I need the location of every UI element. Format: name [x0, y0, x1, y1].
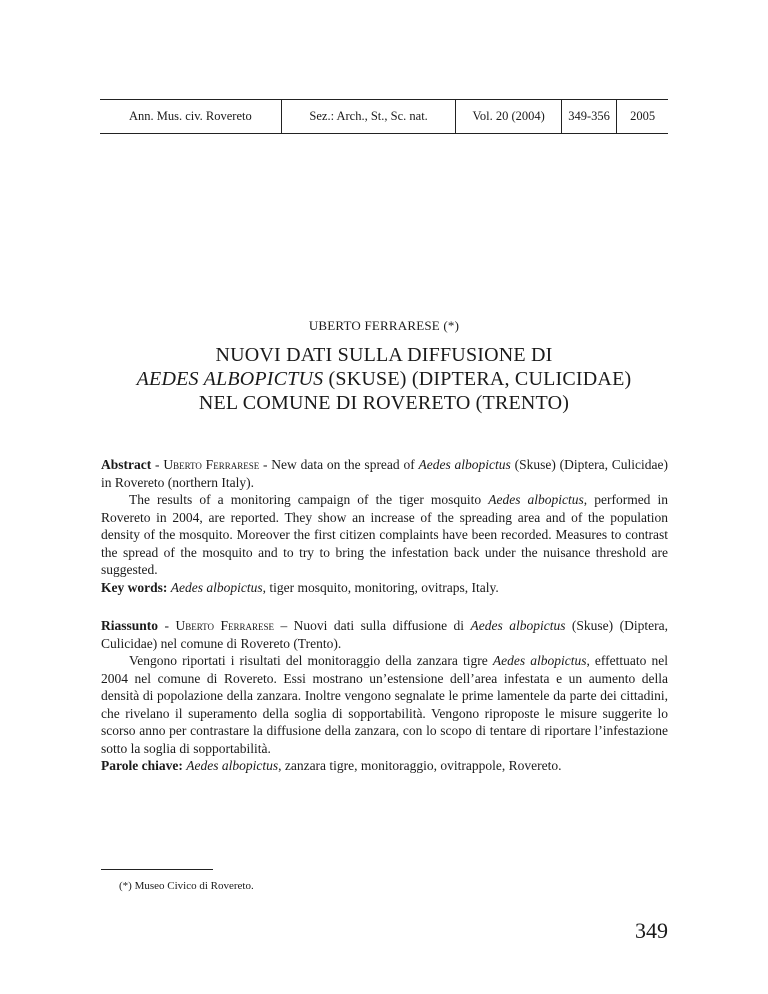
riassunto-label: Riassunto: [101, 618, 159, 633]
page-number: 349: [635, 918, 668, 943]
riassunto-body-b: , effettuato nel 2004 nel comune di Rovereto. Essi mostrano un’estensione dell’area infestata e un aumento della densità di popolazione della zanzara. Inoltre vengono segnalate le prime lamentele da parte dei cittadini, che rivelano il superamento della soglia di sopportabilità. Vengono riproposte le misure suggerite lo scorso anno per contrastare la diffusione della zanzara, con lo scopo di tentare di riportare l’infestazione sotto la soglia di sopportabilità.: [101, 653, 669, 756]
abstract-sep: -: [151, 457, 164, 472]
title-line-2-rest: (SKUSE) (DIPTERA, CULICIDAE): [323, 368, 632, 390]
paper-title: [0, 343, 768, 415]
abstract-section: [101, 456, 668, 596]
publication-year: 2005: [630, 109, 656, 123]
journal-name: Ann. Mus. civ. Rovereto: [100, 100, 282, 133]
footnote-rule: [101, 869, 213, 870]
riassunto-author: Uberto Ferrarese: [175, 618, 274, 633]
abstract-body: [101, 491, 668, 579]
journal-volume: Vol. 20 (2004): [456, 100, 561, 133]
keywords-rest: , tiger mosquito, monitoring, ovitraps, Italy.: [262, 579, 499, 595]
riassunto-sep: -: [158, 618, 176, 633]
abstract-author: Uberto Ferrarese: [163, 457, 260, 472]
riassunto-species: Aedes albopictus: [470, 618, 566, 633]
footnote: (*) Museo Civico di Rovereto.: [119, 880, 254, 892]
journal-section: Sez.: Arch., St., Sc. nat.: [282, 100, 457, 133]
parole-chiave-label: Parole chiave:: [101, 758, 183, 773]
riassunto-body-species: Aedes albopictus: [492, 653, 587, 668]
abstract-species: Aedes albopictus: [418, 457, 511, 472]
abstract-body-a: The results of a monitoring campaign of the tiger mosquito: [129, 492, 489, 507]
riassunto-body-a: Vengono riportati i risultati del monitoraggio della zanzara tigre: [129, 653, 493, 668]
abstract-intro-a: - New data on the spread of: [259, 457, 419, 472]
abstract-intro-b: (Skuse) (Diptera, Culicidae) in Rovereto (northern Italy).: [101, 457, 669, 490]
abstract-keywords: [101, 579, 668, 597]
riassunto-heading: [101, 617, 668, 652]
abstract-body-species: Aedes albopictus: [488, 492, 584, 507]
riassunto-section: [101, 617, 668, 775]
page-range: 349-356: [562, 100, 618, 133]
journal-header-table: [100, 99, 668, 134]
title-line-1: NUOVI DATI SULLA DIFFUSIONE DI: [215, 344, 553, 366]
parole-chiave-species: Aedes albopictus: [186, 758, 279, 773]
parole-chiave-rest: , zanzara tigre, monitoraggio, ovitrappole, Rovereto.: [278, 758, 562, 773]
riassunto-intro-b: (Skuse) (Diptera, Culicidae) nel comune di Rovereto (Trento).: [101, 618, 668, 651]
abstract-label: Abstract: [101, 457, 152, 472]
author-line: UBERTO FERRARESE (*): [308, 318, 460, 333]
title-species: AEDES ALBOPICTUS: [136, 368, 324, 390]
riassunto-intro-a: – Nuovi dati sulla diffusione di: [274, 618, 471, 633]
keywords-label: Key words:: [101, 579, 168, 595]
riassunto-body: [101, 652, 668, 757]
keywords-species: Aedes albopictus: [170, 579, 263, 595]
title-line-3: NEL COMUNE DI ROVERETO (TRENTO): [198, 392, 570, 414]
abstract-heading: [101, 456, 668, 491]
riassunto-keywords: [101, 757, 668, 775]
abstract-body-b: , performed in Rovereto in 2004, are reported. They show an increase of the spreading area and of the population density of the mosquito. Moreover the first citizen complaints have been recorded. Measures to contrast the spread of the mosquito and to try to bring the infestation back under the nuisance threshold are suggested.: [101, 492, 668, 577]
title-line-2: [0, 367, 768, 391]
